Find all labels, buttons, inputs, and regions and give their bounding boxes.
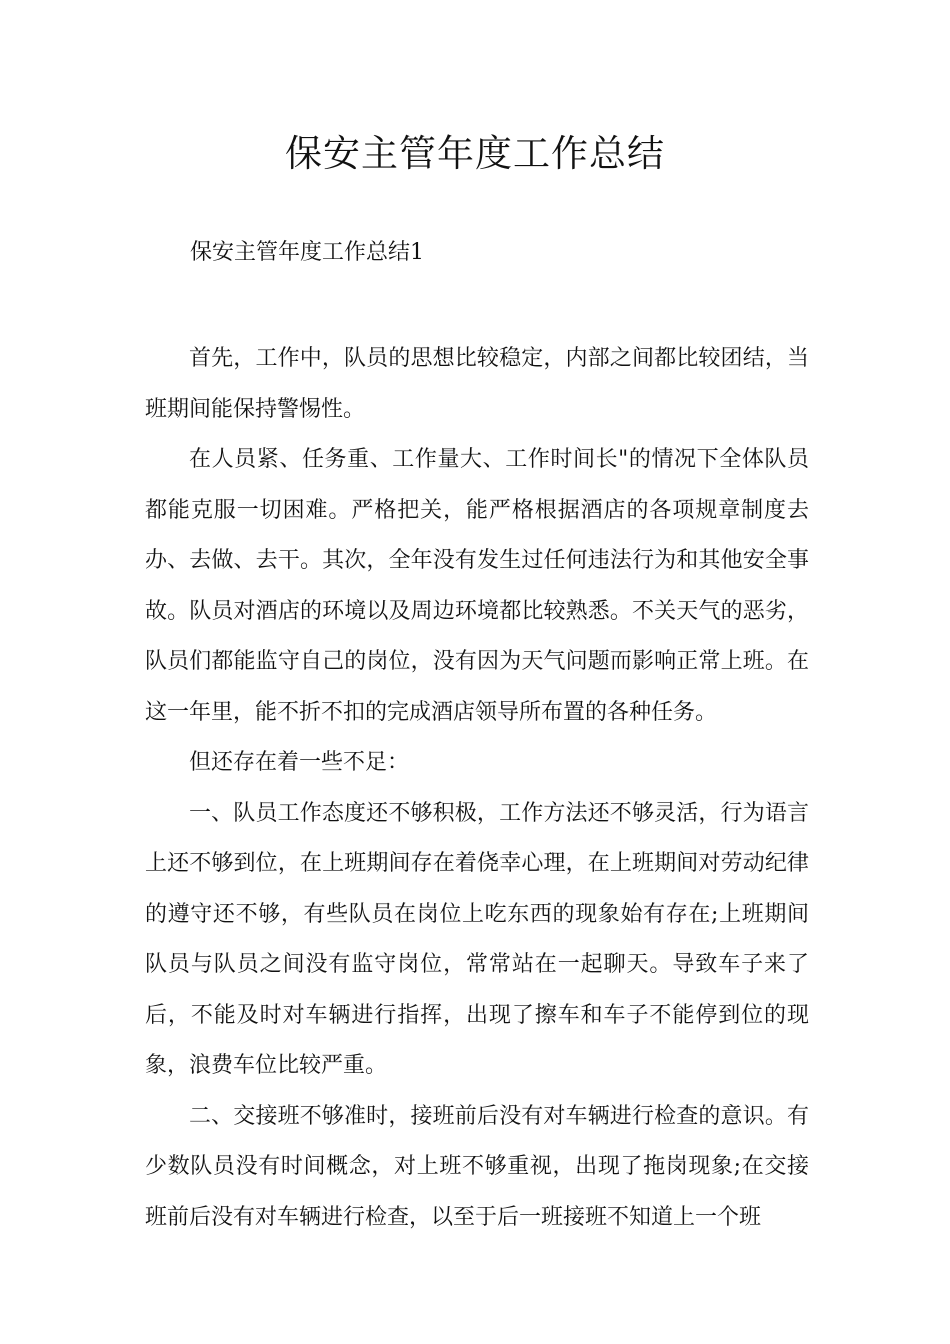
document-subtitle: 保安主管年度工作总结1 — [190, 240, 424, 265]
paragraph: 一、队员工作态度还不够积极，工作方法还不够灵活，行为语言上还不够到位，在上班期间存在着侥幸心理，在上班期间对劳动纪律的遵守还不够，有些队员在岗位上吃东西的现象始有存在;上班期间队员与队员之间没有监守岗位，常常站在一起聊天。导致车子来了后，不能及时对车辆进行指挥，出现了擦车和车子不能停到位的现象，浪费车位比较严重。 — [145, 800, 809, 1078]
paragraph: 首先，工作中，队员的思想比较稳定，内部之间都比较团结，当班期间能保持警惕性。 — [145, 346, 809, 422]
paragraph: 二、交接班不够准时，接班前后没有对车辆进行检查的意识。有少数队员没有时间概念，对上班不够重视，出现了拖岗现象;在交接班前后没有对车辆进行检查，以至于后一班接班不知道上一个班 — [145, 1103, 809, 1230]
paragraph: 在人员紧、任务重、工作量大、工作时间长"的情况下全体队员都能克服一切困难。严格把关，能严格根据酒店的各项规章制度去办、去做、去干。其次，全年没有发生过任何违法行为和其他安全事故。队员对酒店的环境以及周边环境都比较熟悉。不关天气的恶劣，队员们都能监守自己的岗位，没有因为天气问题而影响正常上班。在这一年里，能不折不扣的完成酒店领导所布置的各种任务。 — [145, 447, 809, 725]
document-title: 保安主管年度工作总结 — [285, 132, 665, 175]
document-body — [145, 334, 809, 1243]
paragraph: 但还存在着一些不足： — [189, 750, 410, 775]
